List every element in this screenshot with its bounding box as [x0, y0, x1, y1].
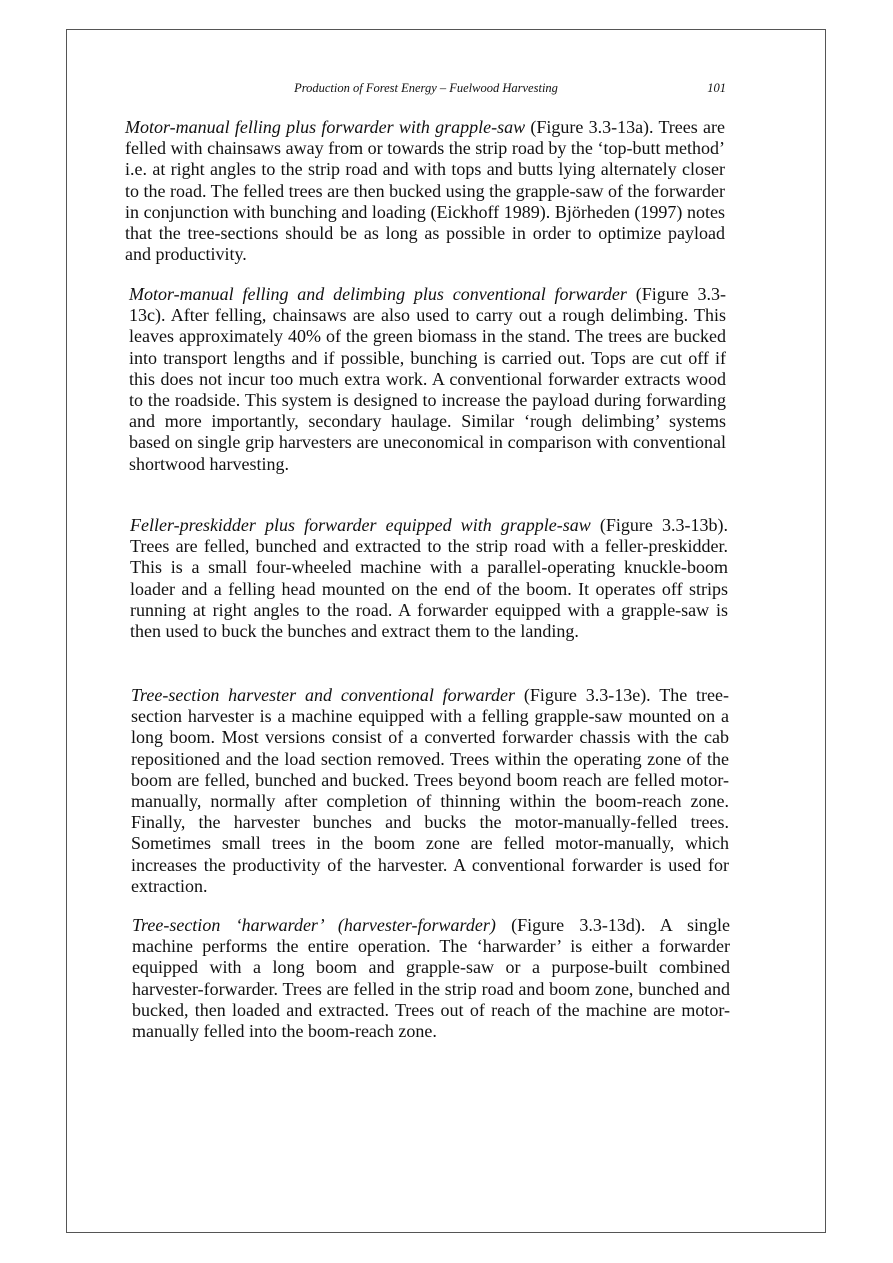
paragraph-harwarder	[132, 915, 730, 1042]
paragraph-feller-preskidder	[130, 515, 728, 642]
paragraph-body: (Figure 3.3-13c). After felling, chainsaws are also used to carry out a rough delimbing. This leaves approximately 40% of the green biomass in the stand. The trees are bucked into transport lengths and if possible, bunching is carried out. Tops are cut off if this does not incur too much extra work. A conventional forwarder extracts wood to the roadside. This system is designed to increase the payload during forwarding and more importantly, secondary haulage. Similar ‘rough delimbing’ systems based on single grip harvesters are uneconomical in comparison with conventional shortwood harvesting.	[129, 284, 727, 474]
paragraph-heading: Tree-section ‘harwarder’ (harvester-forwarder)	[132, 915, 496, 935]
running-header	[126, 81, 726, 99]
paragraph-heading: Motor-manual felling and delimbing plus conventional forwarder	[129, 284, 627, 304]
paragraph-body: (Figure 3.3-13b). Trees are felled, bunched and extracted to the strip road with a feller-preskidder. This is a small four-wheeled machine with a parallel-operating knuckle-boom loader and a felling head mounted on the end of the boom. It operates off strips running at right angles to the road. A forwarder equipped with a grapple-saw is then used to buck the bunches and extract them to the landing.	[130, 515, 729, 642]
paragraph-heading: Feller-preskidder plus forwarder equipped with grapple-saw	[130, 515, 591, 535]
paragraph-body: (Figure 3.3-13e). The tree-section harvester is a machine equipped with a felling grapple-saw mounted on a long boom. Most versions consist of a converted forwarder chassis with the cab repositioned and the load section removed. Trees within the operating zone of the boom are felled, bunched and bucked. Trees beyond boom reach are felled motor-manually, normally after completion of thinning within the boom-reach zone. Finally, the harvester bunches and bucks the motor-manually-felled trees. Sometimes small trees in the boom zone are felled motor-manually, which increases the productivity of the harvester. A conventional forwarder is used for extraction.	[131, 685, 730, 896]
paragraph-body: (Figure 3.3-13a). Trees are felled with chainsaws away from or towards the strip road by the ‘top-butt method’ i.e. at right angles to the strip road and with tops and butts lying alternately closer to the road. The felled trees are then bucked using the grapple-saw of the forwarder in conjunction with bunching and loading (Eickhoff 1989). Björheden (1997) notes that the tree-sections should be as long as possible in order to optimize payload and productivity.	[125, 117, 725, 265]
page-number: 101	[707, 81, 726, 95]
paragraph-heading: Tree-section harvester and conventional forwarder	[131, 685, 516, 705]
paragraph-tree-section-harvester	[131, 685, 729, 897]
paragraph-heading: Motor-manual felling plus forwarder with grapple-saw	[125, 117, 526, 137]
paragraph-body: (Figure 3.3-13d). A single machine performs the entire operation. The ‘harwarder’ is either a forwarder equipped with a long boom and grapple-saw or a purpose-built combined harvester-forwarder. Trees are felled in the strip road and boom zone, bunched and bucked, then loaded and extracted. Trees out of reach of the machine are motor-manually felled into the boom-reach zone.	[132, 915, 730, 1042]
paragraph-motor-manual-delimbing	[129, 284, 726, 475]
running-title: Production of Forest Energy – Fuelwood Harvesting	[294, 81, 558, 95]
paragraph-motor-manual-grapple-saw	[125, 117, 725, 265]
